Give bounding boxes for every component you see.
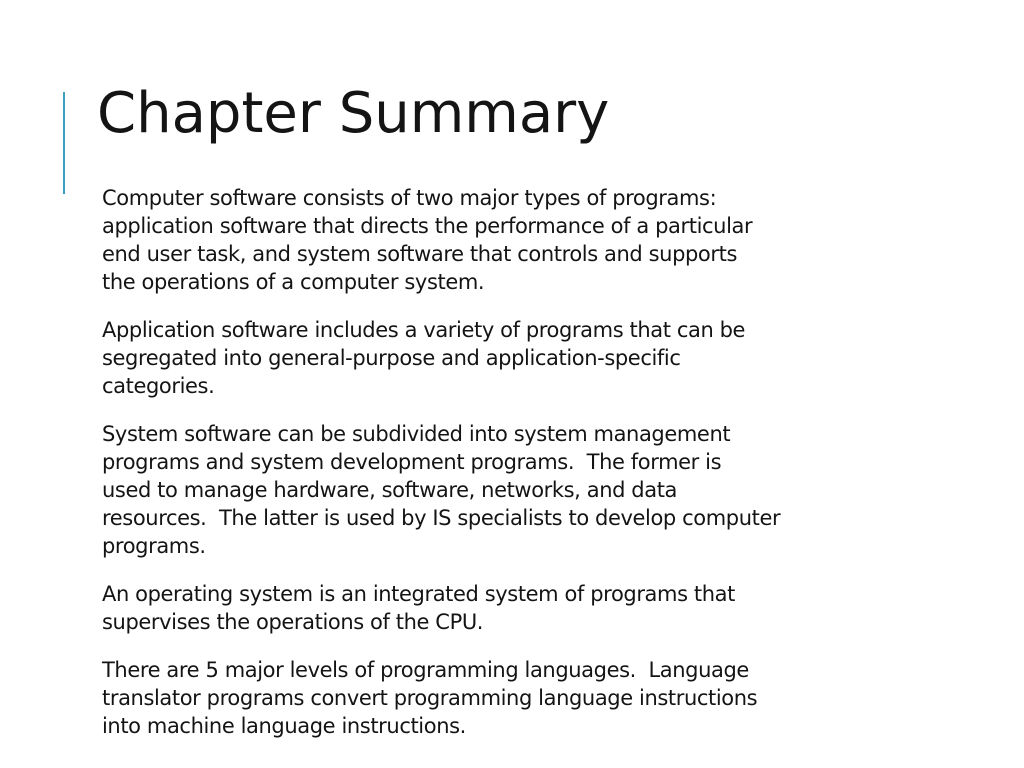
summary-paragraph-3: System software can be subdivided into system management programs and system development programs. The former is used to manage hardware, software, networks, and data resources. The latter is used by IS specialists to develop computer programs. [102, 422, 781, 558]
summary-paragraph-4: An operating system is an integrated system of programs that supervises the operations of the CPU. [102, 582, 735, 634]
slide-title: Chapter Summary [97, 81, 610, 146]
summary-paragraph-2: Application software includes a variety of programs that can be segregated into general-purpose and application-specific categories. [102, 318, 746, 398]
title-accent-bar [63, 92, 65, 194]
summary-paragraph-5: There are 5 major levels of programming languages. Language translator programs convert programming language instructions into machine language instructions. [102, 658, 758, 738]
summary-paragraph-1: Computer software consists of two major types of programs: application software that directs the performance of a particular end user task, and system software that controls and supports the operations of a computer system. [102, 186, 753, 294]
slide-body [102, 184, 902, 760]
